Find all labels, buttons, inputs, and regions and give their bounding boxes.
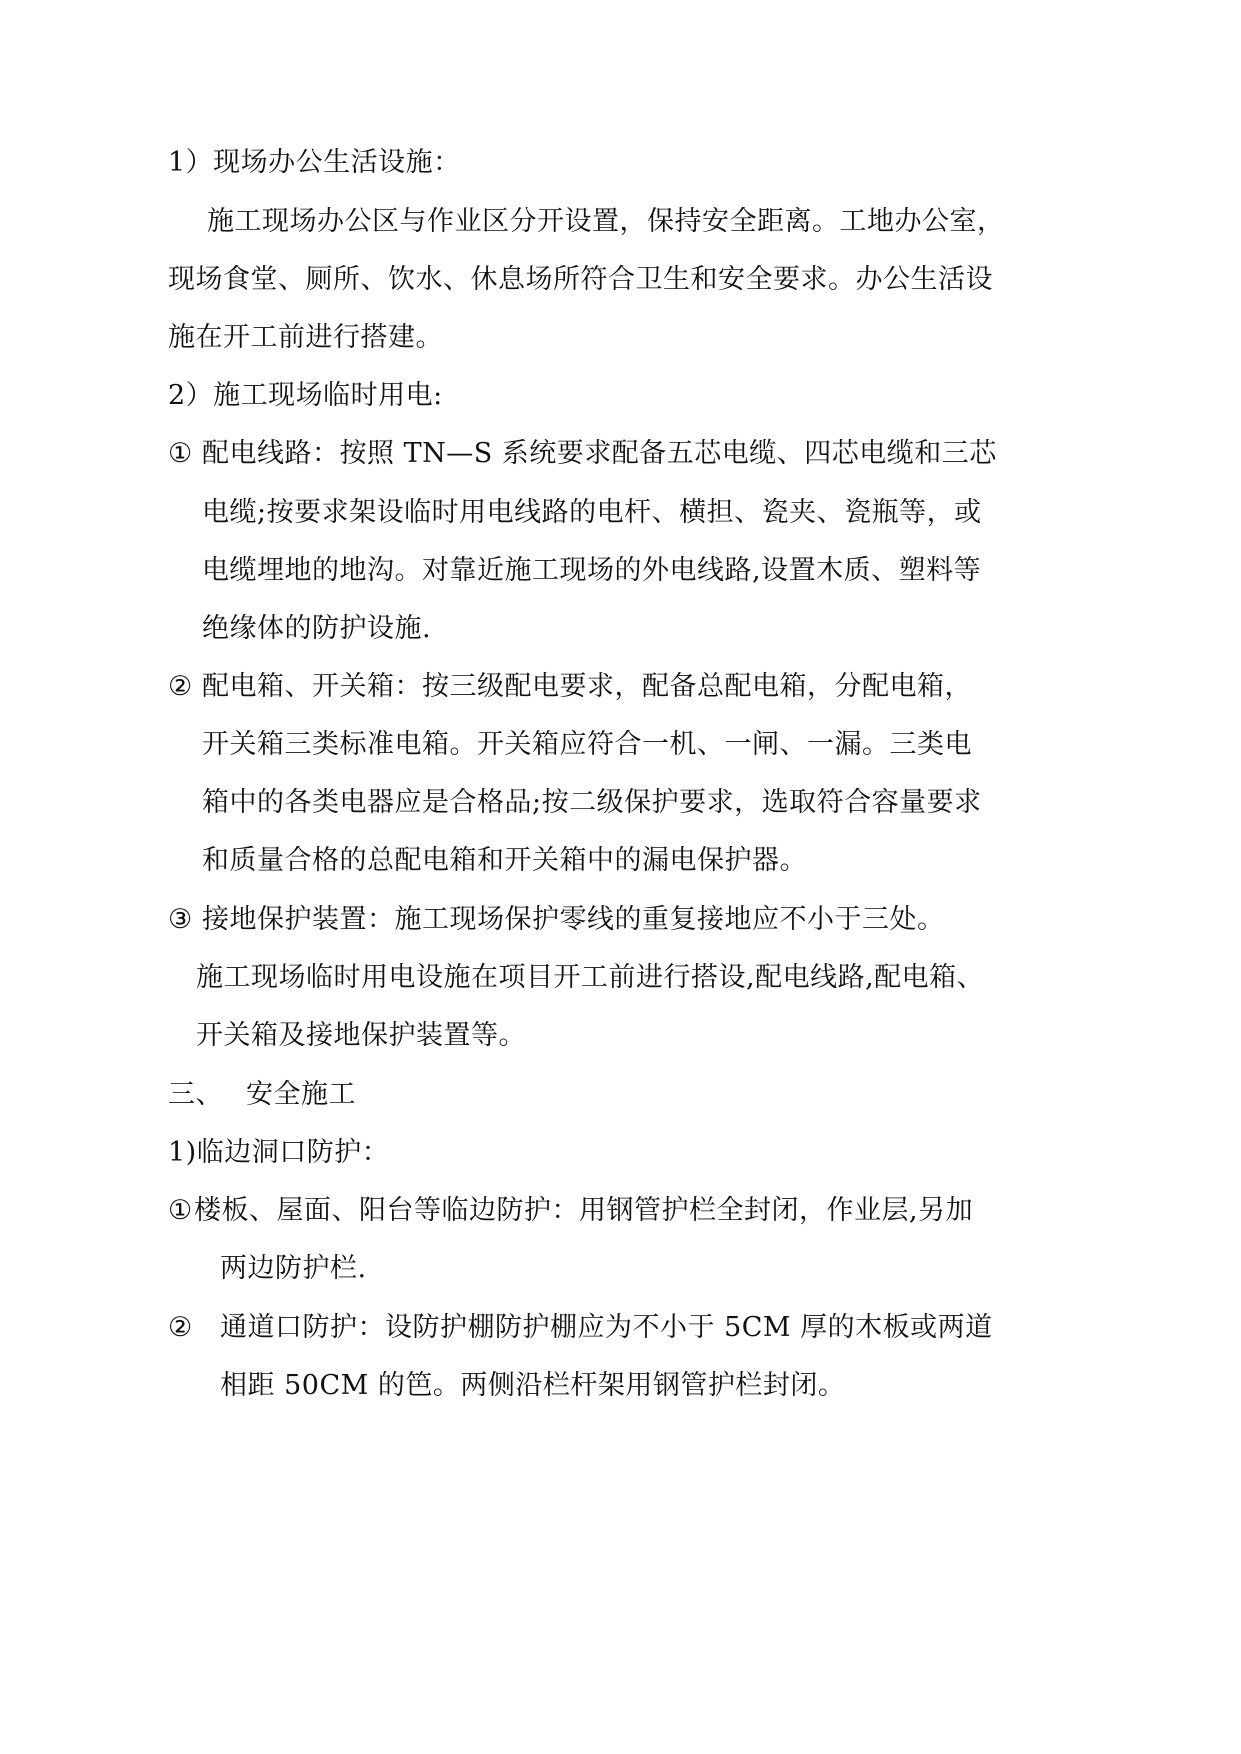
list-item-line: 绝缘体的防护设施. [202,613,432,644]
list-item-line: 电缆埋地的地沟。对靠近施工现场的外电线路,设置木质、塑料等 [202,555,982,586]
list-item-line: 和质量合格的总配电箱和开关箱中的漏电保护器。 [202,845,807,876]
section-heading-office-facilities: 1）现场办公生活设施： [168,147,461,178]
list-marker: ① [168,438,193,469]
list-item-line: 相距 50CM 的笆。两侧沿栏杆架用钢管护栏封闭。 [220,1370,846,1401]
list-marker: ② [168,1312,193,1343]
list-item-line: 配电线路：按照 TN—S 系统要求配备五芯电缆、四芯电缆和三芯 [202,438,997,469]
section-heading-temporary-power: 2）施工现场临时用电: [168,380,443,411]
list-item-line: 接地保护装置：施工现场保护零线的重复接地应不小于三处。 [202,904,945,935]
paragraph-line: 施在开工前进行搭建。 [168,322,443,353]
list-item-line: 开关箱三类标准电箱。开关箱应符合一机、一闸、一漏。三类电 [202,729,972,760]
summary-line: 施工现场临时用电设施在项目开工前进行搭设,配电线路,配电箱、 [196,962,985,993]
list-item-line: 楼板、屋面、阳台等临边防护：用钢管护栏全封闭，作业层,另加 [194,1195,974,1226]
list-marker: ② [168,671,193,702]
section-title-safe-construction: 安全施工 [246,1079,356,1110]
list-item-line: 箱中的各类电器应是合格品;按二级保护要求，选取符合容量要求 [202,787,982,818]
list-marker: ① [168,1195,193,1226]
list-item-line: 两边防护栏. [220,1253,367,1284]
section-number: 三、 [168,1079,223,1110]
summary-line: 开关箱及接地保护装置等。 [196,1020,526,1051]
list-item-line: 通道口防护：设防护棚防护棚应为不小于 5CM 厚的木板或两道 [220,1312,993,1343]
subheading-edge-opening-protection: 1)临边洞口防护： [168,1137,390,1168]
paragraph-line: 施工现场办公区与作业区分开设置，保持安全距离。工地办公室， [207,206,1005,237]
list-item-line: 配电箱、开关箱：按三级配电要求，配备总配电箱，分配电箱， [202,671,972,702]
list-marker: ③ [168,904,193,935]
paragraph-line: 现场食堂、厕所、饮水、休息场所符合卫生和安全要求。办公生活设 [168,264,993,295]
list-item-line: 电缆;按要求架设临时用电线路的电杆、横担、瓷夹、瓷瓶等，或 [202,497,982,528]
